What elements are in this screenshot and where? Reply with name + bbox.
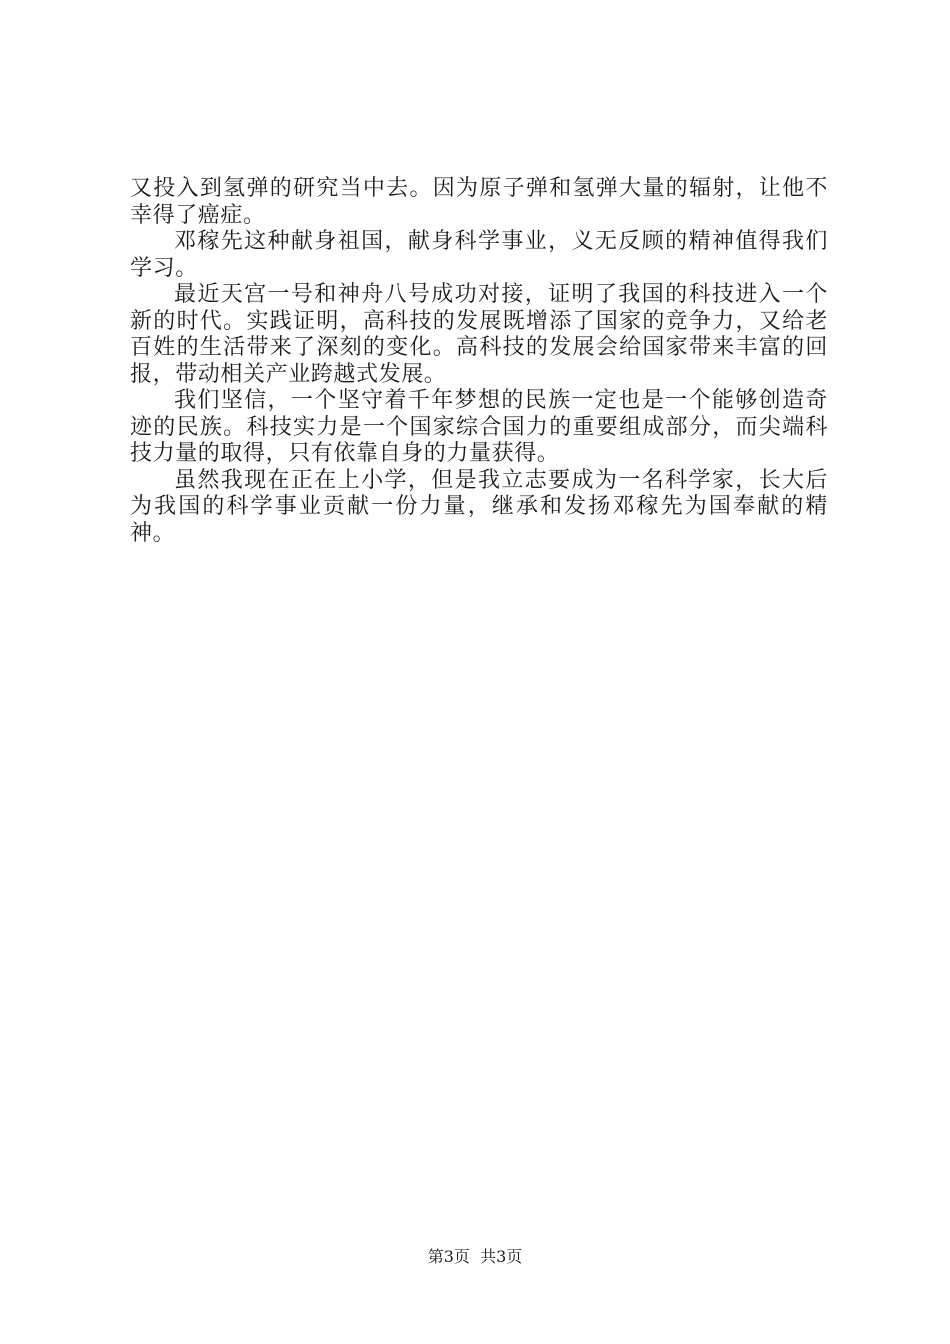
paragraph-1: 又投入到氢弹的研究当中去。因为原子弹和氢弹大量的辐射，让他不幸得了癌症。 xyxy=(130,176,828,228)
page-number-footer: 第3页 共3页 xyxy=(427,1247,523,1266)
paragraph-2: 邓稼先这种献身祖国，献身科学事业，义无反顾的精神值得我们学习。 xyxy=(130,229,828,281)
paragraph-5: 虽然我现在正在上小学，但是我立志要成为一名科学家，长大后为我国的科学事业贡献一份力量，继承和发扬邓稼先为国奉献的精神。 xyxy=(130,467,828,546)
paragraph-4: 我们坚信，一个坚守着千年梦想的民族一定也是一个能够创造奇迹的民族。科技实力是一个国家综合国力的重要组成部分，而尖端科技力量的取得，只有依靠自身的力量获得。 xyxy=(130,388,828,466)
paragraph-3: 最近天宫一号和神舟八号成功对接，证明了我国的科技进入一个新的时代。实践证明，高科技的发展既增添了国家的竞争力，又给老百姓的生活带来了深刻的变化。高科技的发展会给国家带来丰富的回报，带动相关产业跨越式发展。 xyxy=(130,282,828,387)
document-body xyxy=(130,176,828,547)
